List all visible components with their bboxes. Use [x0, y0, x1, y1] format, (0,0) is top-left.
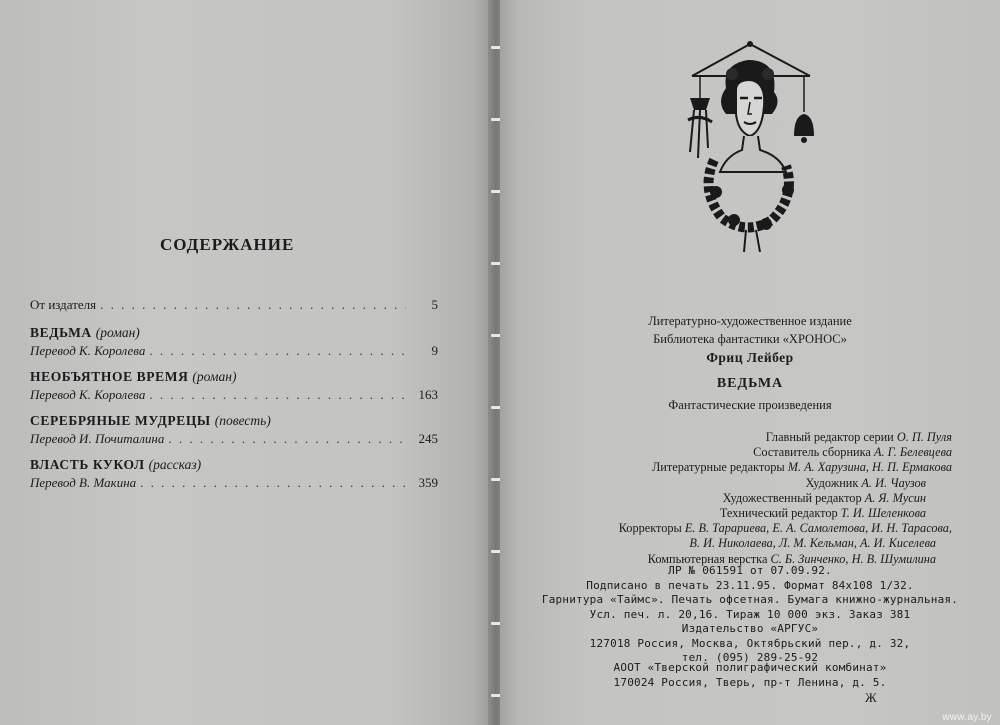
credit-names: А. Я. Мусин: [864, 490, 926, 505]
toc-item-translator: Перевод К. Королева: [30, 387, 146, 402]
credit-line: [522, 460, 952, 475]
credit-names: А. Г. Белевцева: [873, 445, 952, 460]
dot-leader: [100, 296, 406, 314]
toc-intro-label: От издателя: [30, 297, 97, 312]
credit-names: Е. В. Тарариева, Е. А. Самолетова, И. Н. Тарасова,: [684, 521, 952, 536]
toc-item-title: НЕОБЪЯТНОЕ ВРЕМЯ: [30, 369, 189, 384]
credit-role: Компьютерная верстка: [647, 551, 768, 566]
credit-line: [522, 536, 936, 551]
imprint-line: ЛР № 061591 от 07.09.92.: [668, 564, 832, 577]
toc-item-genre: (рассказ): [148, 457, 202, 472]
credit-names: А. И. Чаузов: [861, 475, 926, 490]
toc-item: [30, 412, 438, 448]
lady-with-bells-illustration-icon: [686, 40, 818, 254]
series-line: Библиотека фантастики «ХРОНОС»: [653, 332, 847, 346]
credit-role: Главный редактор серии: [765, 430, 894, 444]
credit-line: [522, 491, 926, 506]
credit-role: Художник: [805, 475, 859, 490]
edition-info: [520, 312, 980, 348]
imprint-line: Усл. печ. л. 20,16. Тираж 10 000 экз. Заказ 381: [589, 607, 911, 621]
printer-line: АООТ «Тверской полиграфический комбинат»: [613, 661, 887, 674]
credit-line: [522, 521, 952, 536]
toc-item-translator: Перевод В. Макина: [30, 475, 137, 490]
book-title: ВЕДЬМА: [716, 376, 784, 391]
toc-item: [30, 324, 438, 360]
toc-page-number: 5: [431, 297, 438, 312]
toc-page-number: 359: [418, 475, 438, 490]
toc-item-genre: (роман): [95, 325, 140, 340]
credit-line: [522, 445, 952, 460]
imprint-line: Подписано в печать 23.11.95. Формат 84x108 1/32.: [586, 578, 914, 592]
credits-block: [522, 430, 952, 567]
toc-page-number: 163: [418, 387, 438, 402]
credit-role: Технический редактор: [719, 506, 838, 521]
credit-names: С. Б. Зинченко, Н. В. Шумилина: [770, 551, 936, 566]
publisher-block: [520, 622, 980, 666]
imprint-block: [520, 564, 980, 622]
author-name: Фриц Лейбер: [706, 350, 794, 365]
toc-item-title: ВЛАСТЬ КУКОЛ: [30, 457, 145, 472]
watermark: www.ay.by: [942, 712, 992, 723]
dot-leader: [149, 386, 406, 404]
toc-item: [30, 456, 438, 492]
edition-line: Литературно-художественное издание: [648, 314, 852, 328]
printer-line: 170024 Россия, Тверь, пр-т Ленина, д. 5.: [613, 675, 887, 689]
printer-block: [520, 661, 980, 690]
credit-role: Художественный редактор: [722, 490, 862, 505]
toc-item-genre: (роман): [192, 369, 237, 384]
credit-line: [522, 430, 952, 445]
credit-names: Т. И. Шеленкова: [840, 506, 926, 521]
dot-leader: [149, 342, 406, 360]
toc-page-number: 9: [431, 343, 438, 358]
toc-item-title: СЕРЕБРЯНЫЕ МУДРЕЦЫ: [30, 413, 211, 428]
toc-item-title: ВЕДЬМА: [30, 325, 92, 340]
toc-item-translator: Перевод К. Королева: [30, 343, 146, 358]
credit-role: Составитель сборника: [753, 445, 871, 460]
credit-line: [522, 506, 926, 521]
credit-names: О. П. Пуля: [896, 430, 952, 444]
publisher-line: Издательство «АРГУС»: [681, 622, 819, 635]
credit-role: Литературные редакторы: [651, 460, 785, 475]
toc-page-number: 245: [418, 431, 438, 446]
table-of-contents: [30, 296, 438, 500]
toc-item-translator: Перевод И. Почиталина: [30, 431, 165, 446]
publisher-line: 127018 Россия, Москва, Октябрьский пер., д. 32,: [589, 636, 911, 650]
toc-item-genre: (повесть): [214, 413, 271, 428]
imprint-line: Гарнитура «Таймс». Печать офсетная. Бумага книжно-журнальная.: [541, 593, 959, 606]
credit-line: [522, 476, 926, 491]
dot-leader: [140, 474, 406, 492]
book-subtitle: Фантастические произведения: [668, 398, 832, 412]
printer-mark: Ж: [865, 690, 877, 705]
contents-title: СОДЕРЖАНИЕ: [160, 235, 295, 254]
dot-leader: [168, 430, 406, 448]
toc-intro: [30, 296, 438, 314]
credit-role: Корректоры: [618, 521, 682, 536]
publisher-line: тел. (095) 289-25-92: [681, 651, 819, 664]
credit-names: М. А. Харузина, Н. П. Ермакова: [787, 460, 952, 475]
credit-names: В. И. Николаева, Л. М. Кельман, А. И. Киселева: [689, 536, 936, 551]
toc-item: [30, 368, 438, 404]
